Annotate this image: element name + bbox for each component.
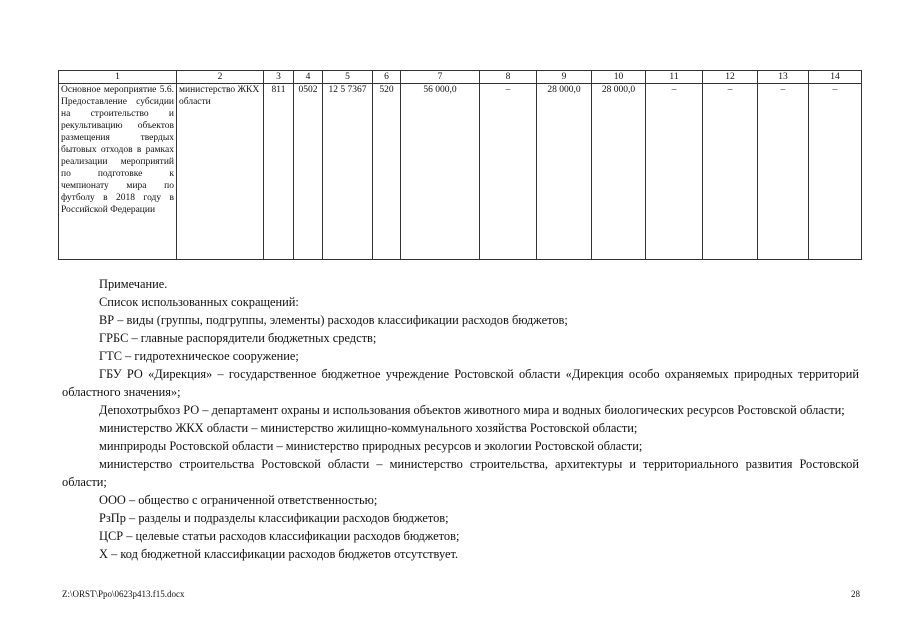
- column-header: 8: [480, 71, 537, 84]
- abbreviation-item: ГРБС – главные распорядители бюджетных средств;: [99, 331, 377, 345]
- column-header: 6: [373, 71, 401, 84]
- value-cell: –: [758, 84, 809, 260]
- column-header: 2: [177, 71, 264, 84]
- abbreviation-item: ГТС – гидротехническое сооружение;: [99, 349, 299, 363]
- column-header: 9: [537, 71, 592, 84]
- abbreviation-item: ЦСР – целевые статьи расходов классификации расходов бюджетов;: [99, 529, 460, 543]
- total-cell: 56 000,0: [401, 84, 480, 260]
- column-header: 7: [401, 71, 480, 84]
- vr-cell: 520: [373, 84, 401, 260]
- value-cell: –: [703, 84, 758, 260]
- activity-name-cell: Основное мероприятие 5.6. Предоставление субсидии на строительство и рекультивацию объектов размещения твердых бытовых отходов в рамках реализации мероприятий по подготовке к чемпионату мира по футболу в 2018 году в Российской Федерации: [59, 84, 177, 260]
- column-header: 3: [264, 71, 294, 84]
- abbreviation-item: минприроды Ростовской области – министерство природных ресурсов и экологии Ростовской области;: [99, 439, 643, 453]
- value-cell: –: [480, 84, 537, 260]
- abbreviation-item: министерство строительства Ростовской области – министерство строительства, архитектуры и территориального развития Ростовской области;: [62, 457, 859, 489]
- footer-file-path: Z:\ORST\Ppo\0623p413.f15.docx: [62, 589, 185, 599]
- page-number: 28: [851, 589, 860, 599]
- value-cell: –: [646, 84, 703, 260]
- abbreviation-item: ГБУ РО «Дирекция» – государственное бюджетное учреждение Ростовской области «Дирекция особо охраняемых природных территорий областного значения»;: [62, 367, 859, 399]
- grbs-cell: 811: [264, 84, 294, 260]
- value-cell: –: [809, 84, 862, 260]
- abbreviation-item: РзПр – разделы и подразделы классификации расходов бюджетов;: [99, 511, 449, 525]
- budget-table: [58, 70, 862, 260]
- column-header: 11: [646, 71, 703, 84]
- column-header: 13: [758, 71, 809, 84]
- table-header-row: [59, 71, 862, 84]
- abbreviation-item: Х – код бюджетной классификации расходов бюджетов отсутствует.: [99, 547, 459, 561]
- table-row: [59, 84, 862, 260]
- column-header: 5: [323, 71, 373, 84]
- abbreviation-item: ВР – виды (группы, подгруппы, элементы) расходов классификации расходов бюджетов;: [99, 313, 568, 327]
- executor-cell: министерство ЖКХ области: [177, 84, 264, 260]
- note-heading: Примечание.: [99, 277, 168, 291]
- value-cell: 28 000,0: [537, 84, 592, 260]
- column-header: 10: [592, 71, 646, 84]
- value-cell: 28 000,0: [592, 84, 646, 260]
- abbreviation-item: ООО – общество с ограниченной ответственностью;: [99, 493, 378, 507]
- abbreviations-heading: Список использованных сокращений:: [99, 295, 299, 309]
- column-header: 4: [294, 71, 323, 84]
- csr-cell: 12 5 7367: [323, 84, 373, 260]
- abbreviation-item: Депохотрыбхоз РО – департамент охраны и использования объектов животного мира и водных биологических ресурсов Ростовской области;: [99, 403, 845, 417]
- notes-section: [62, 275, 859, 563]
- column-header: 14: [809, 71, 862, 84]
- rzpr-cell: 0502: [294, 84, 323, 260]
- column-header: 1: [59, 71, 177, 84]
- column-header: 12: [703, 71, 758, 84]
- abbreviation-item: министерство ЖКХ области – министерство жилищно-коммунального хозяйства Ростовской области;: [99, 421, 638, 435]
